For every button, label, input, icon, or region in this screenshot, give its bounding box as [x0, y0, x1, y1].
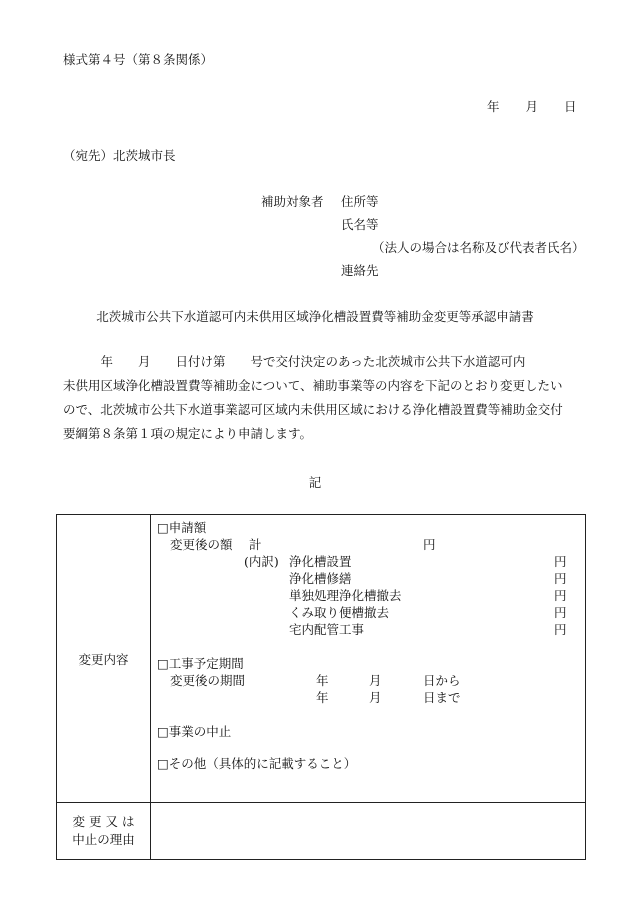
- body-line: ので、北茨城市公共下水道事業認可区域内未供用区域における浄化槽設置費等補助金交付: [63, 402, 563, 417]
- breakdown-yen: 円: [554, 554, 567, 569]
- body-line: 要綱第８条第１項の規定により申請します。: [63, 426, 313, 441]
- contact-label: 連絡先: [341, 263, 379, 278]
- other-option: □その他（具体的に記載すること）: [157, 756, 357, 771]
- addressee: （宛先）北茨城市長: [63, 148, 176, 163]
- breakdown-yen: 円: [554, 588, 567, 603]
- breakdown-yen: 円: [554, 622, 567, 637]
- change-table: [56, 514, 586, 860]
- period-start-month: 月: [369, 673, 382, 688]
- breakdown-yen: 円: [554, 605, 567, 620]
- form-number: 様式第４号（第８条関係）: [63, 52, 214, 67]
- date-month: 月: [525, 99, 539, 114]
- reason-content-cell: [151, 803, 586, 860]
- breakdown-label: (内訳): [244, 554, 279, 569]
- amount-after-label: 変更後の額: [170, 537, 233, 552]
- date-year: 年: [487, 99, 500, 114]
- period-heading: □工事予定期間: [157, 656, 244, 671]
- reason-label-line2: 中止の理由: [72, 832, 135, 847]
- address-label: 住所等: [341, 194, 379, 209]
- breakdown-item: 単独処理浄化槽撤去: [289, 588, 402, 603]
- body-text: [63, 350, 593, 446]
- breakdown-item: くみ取り便槽撤去: [289, 605, 390, 620]
- period-start-year: 年: [316, 673, 329, 688]
- body-line: 年 月 日付け第 号で交付決定のあった北茨城市公共下水道認可内: [63, 354, 526, 369]
- breakdown-item: 浄化槽設置: [289, 554, 352, 569]
- date-day: 日: [564, 99, 577, 114]
- amount-heading: □申請額: [157, 520, 207, 535]
- amount-total-yen: 円: [423, 537, 436, 552]
- applicant-label: 補助対象者: [261, 194, 324, 209]
- period-end-month: 月: [369, 690, 382, 705]
- amount-total-label: 計: [249, 537, 262, 552]
- date-line: [487, 97, 577, 115]
- change-content-label: 変更内容: [57, 515, 151, 803]
- period-end-year: 年: [316, 690, 329, 705]
- breakdown-item: 浄化槽修繕: [289, 571, 352, 586]
- breakdown-yen: 円: [554, 571, 567, 586]
- period-start-day: 日から: [423, 673, 461, 688]
- reason-label: [72, 813, 135, 849]
- ki-heading: 記: [308, 475, 322, 490]
- change-content-cell: [151, 515, 586, 803]
- breakdown-item: 宅内配管工事: [289, 622, 365, 637]
- body-line: 未供用区域浄化槽設置費等補助金について、補助事業等の内容を下記のとおり変更したい: [63, 378, 563, 393]
- document-title: 北茨城市公共下水道認可内未供用区域浄化槽設置費等補助金変更等承認申請書: [96, 309, 534, 324]
- corporate-note: （法人の場合は名称及び代表者氏名）: [372, 240, 585, 255]
- period-after-label: 変更後の期間: [170, 673, 246, 688]
- reason-label-line1: 変 更 又 は: [72, 814, 135, 829]
- reason-label-cell: [57, 803, 151, 860]
- period-end-day: 日まで: [423, 690, 461, 705]
- name-label: 氏名等: [341, 217, 379, 232]
- cancel-option: □事業の中止: [157, 724, 232, 739]
